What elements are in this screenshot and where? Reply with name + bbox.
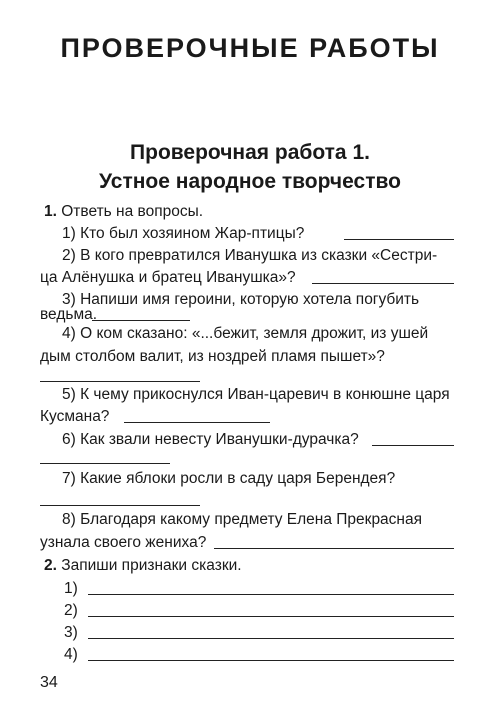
answer-line-3[interactable] [92,320,190,321]
work-title: Проверочная работа 1. [130,141,370,164]
page-number: 34 [40,674,58,691]
task2-instruction: Запиши признаки сказки. [61,557,242,574]
task1-heading [44,202,203,221]
answer-line-6b[interactable] [40,463,170,464]
question-2-line-2: ца Алёнушка и братец Иванушка»? [40,269,296,286]
feature-item-3-label: 3) [64,624,78,641]
section-header: ПРОВЕРОЧНЫЕ РАБОТЫ [60,33,440,63]
answer-line-6a[interactable] [372,445,454,446]
answer-line-4[interactable] [40,381,200,382]
question-7-line-1: 7) Какие яблоки росли в саду царя Берендея? [62,470,396,487]
answer-line-2[interactable] [312,283,454,284]
feature-line-2[interactable] [88,616,454,617]
question-5-line-1: 5) К чему прикоснулся Иван-царевич в конюшне царя [62,386,450,403]
work-subtitle: Устное народное творчество [99,170,401,193]
feature-line-3[interactable] [88,638,454,639]
feature-line-1[interactable] [88,594,454,595]
answer-line-8[interactable] [214,548,454,549]
task2-number: 2. [44,557,57,574]
task1-number: 1. [44,203,57,220]
question-8-line-2: узнала своего жениха? [40,534,207,551]
feature-item-2-label: 2) [64,602,78,619]
question-2-line-1: 2) В кого превратился Иванушка из сказки «Сестри- [62,247,438,264]
question-3-line-1: 3) Напиши имя героини, которую хотела погубить [62,291,420,308]
task2-heading [44,556,242,575]
question-8-line-1: 8) Благодаря какому предмету Елена Прекрасная [62,511,423,528]
answer-line-1[interactable] [344,239,454,240]
feature-line-4[interactable] [88,660,454,661]
answer-line-5[interactable] [124,422,270,423]
question-4-line-2: дым столбом валит, из ноздрей пламя пышет»? [40,348,385,365]
task1-instruction: Ответь на вопросы. [61,203,204,220]
question-5-line-2: Кусмана? [40,408,110,425]
answer-line-7[interactable] [40,505,200,506]
question-3-line-2: ведьма. [40,306,98,323]
question-1-line-1: 1) Кто был хозяином Жар-птицы? [62,225,305,242]
question-4-line-1: 4) О ком сказано: «...бежит, земля дрожит, из ушей [62,325,429,342]
question-6-line-1: 6) Как звали невесту Иванушки-дурачка? [62,431,359,448]
feature-item-4-label: 4) [64,646,78,663]
feature-item-1-label: 1) [64,580,78,597]
